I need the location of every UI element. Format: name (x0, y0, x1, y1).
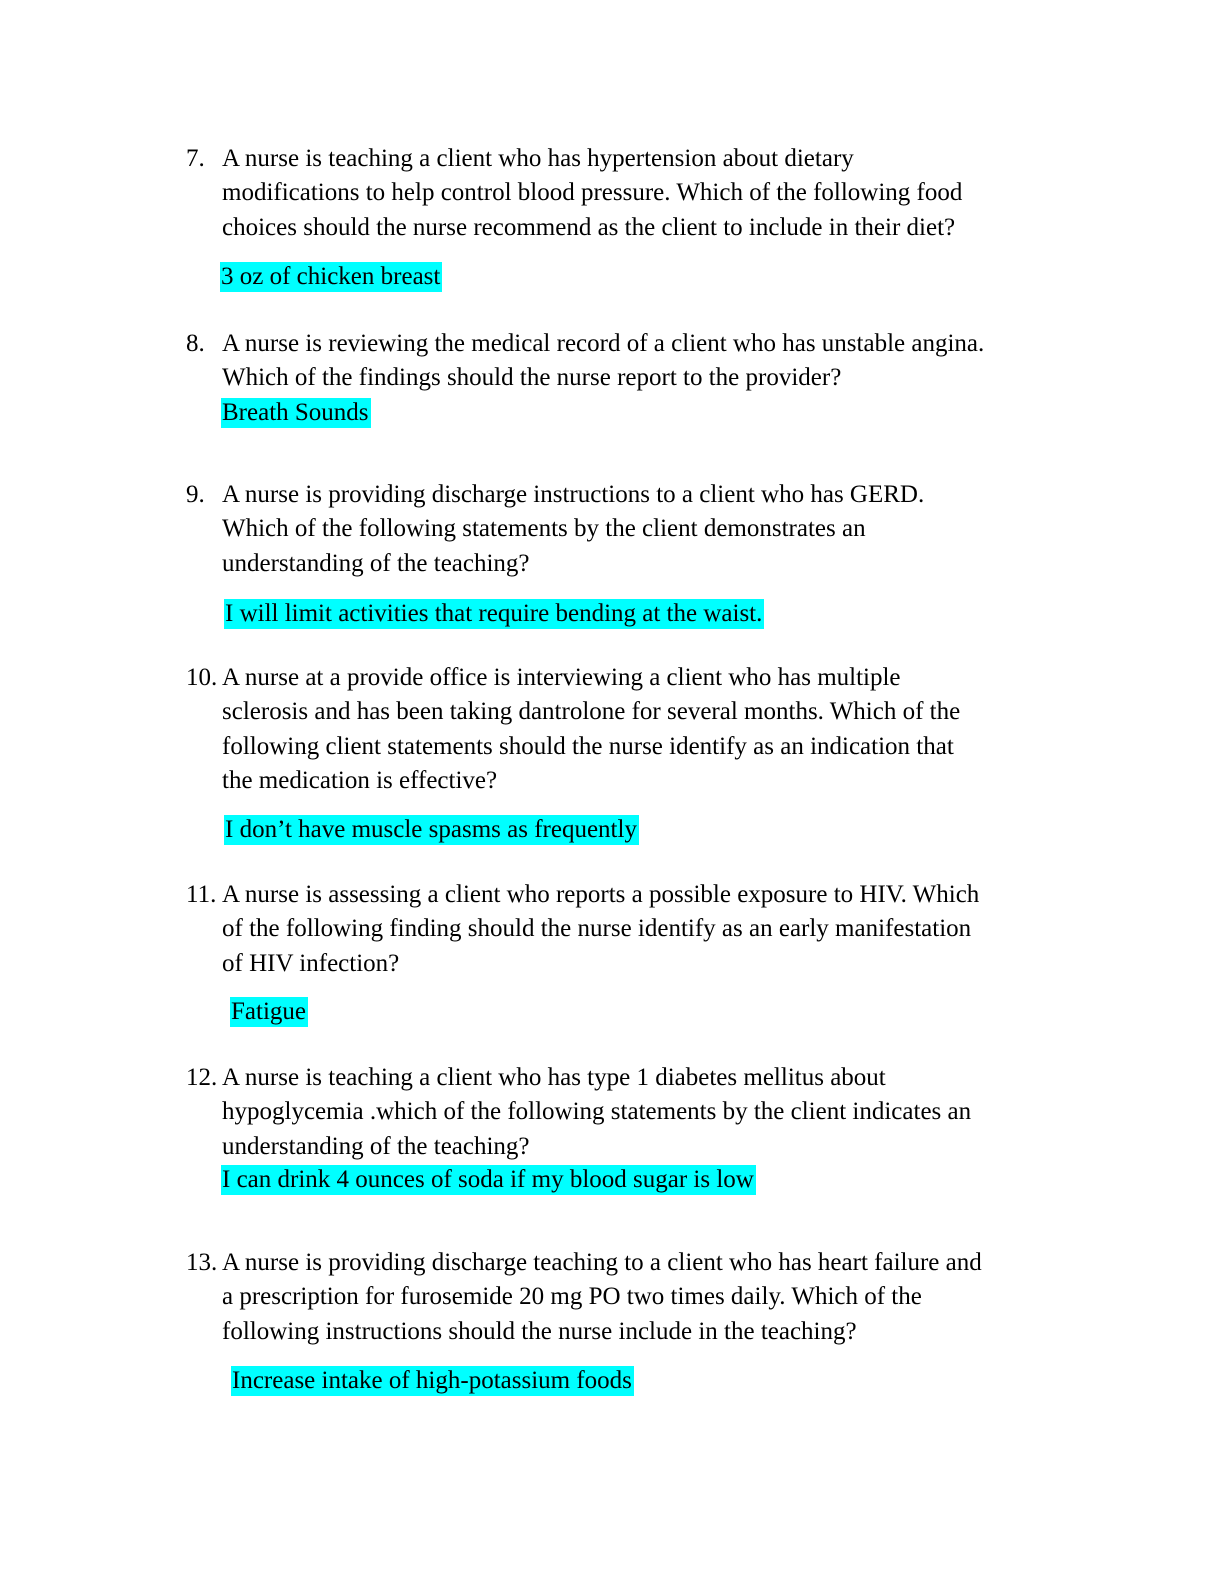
answer-highlight: Increase intake of high-potassium foods (232, 1367, 632, 1394)
question-number: 7. (186, 145, 205, 172)
answer-highlight: I don’t have muscle spasms as frequently (225, 816, 637, 843)
answer-highlight: Fatigue (231, 998, 306, 1025)
question-text: A nurse is teaching a client who has hypertension about dietary modifications to help control blood pressure. Which of the following food choices should the nurse recommend as the client to include in their diet? (222, 145, 963, 241)
question-text: A nurse is reviewing the medical record of a client who has unstable angina. Which of the findings should the nurse report to the provider? (222, 330, 985, 392)
answer-highlight: 3 oz of chicken breast (221, 263, 441, 290)
question-number: 8. (186, 330, 205, 357)
question-text: A nurse is providing discharge instructions to a client who has GERD. Which of the following statements by the client demonstrates an understanding of the teaching? (222, 481, 925, 577)
question-number: 10. (186, 664, 218, 691)
question-text: A nurse is providing discharge teaching to a client who has heart failure and a prescription for furosemide 20 mg PO two times daily. Which of the following instructions should the nurse include in the teaching? (222, 1249, 982, 1345)
question-text: A nurse is teaching a client who has type 1 diabetes mellitus about hypoglycemia .which of the following statements by the client indicates an understanding of the teaching? (222, 1064, 972, 1160)
question-number: 12. (186, 1064, 218, 1091)
answer-highlight: I can drink 4 ounces of soda if my blood sugar is low (222, 1166, 754, 1193)
answer-highlight: I will limit activities that require bending at the waist. (225, 600, 763, 627)
question-text: A nurse at a provide office is interviewing a client who has multiple sclerosis and has been taking dantrolone for several months. Which of the following client statements should the nurse identify as an indication that the medication is effective? (222, 664, 961, 795)
question-number: 9. (186, 481, 205, 508)
question-number: 11. (186, 881, 217, 908)
answer-highlight: Breath Sounds (222, 399, 369, 426)
question-text: A nurse is assessing a client who reports a possible exposure to HIV. Which of the following finding should the nurse identify as an early manifestation of HIV infection? (222, 881, 980, 977)
question-number: 13. (186, 1249, 218, 1276)
